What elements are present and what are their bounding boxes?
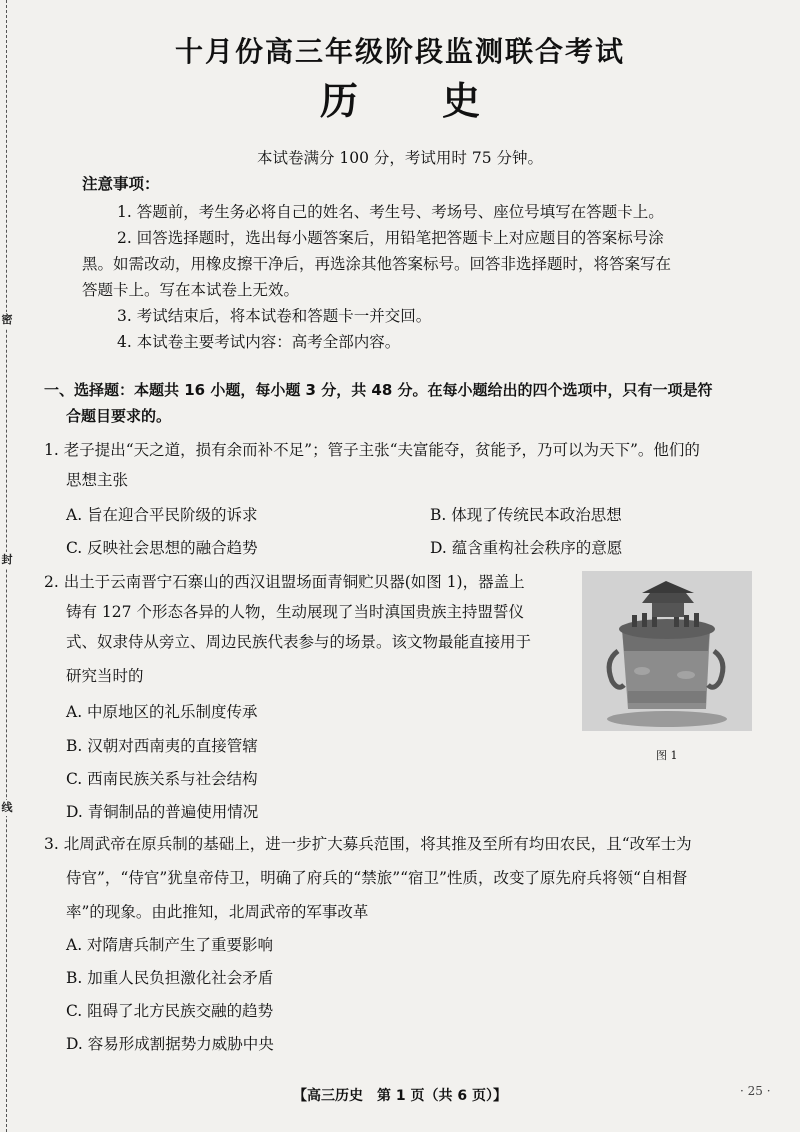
figure-caption: 图 1 [656, 749, 678, 762]
q2-stem: 2. 出土于云南晋宁石寨山的西汉诅盟场面青铜贮贝器(如图 1)，器盖上 [44, 573, 525, 591]
notes-heading: 注意事项： [82, 175, 160, 193]
q3-stem-cont: 率”的现象。由此推知，北周武帝的军事改革 [66, 903, 369, 921]
q2-stem-cont: 式、奴隶侍从旁立、周边民族代表参与的场景。该文物最能直接用于 [66, 633, 532, 651]
q2-stem-cont: 铸有 127 个形态各异的人物，生动展现了当时滇国贵族主持盟誓仪 [66, 603, 524, 621]
binding-mark-seal-2: 封 [1, 553, 13, 566]
q2-option-c: C. 西南民族关系与社会结构 [66, 770, 258, 788]
notes-line: 4. 本试卷主要考试内容：高考全部内容。 [117, 333, 401, 351]
q1-option-a: A. 旨在迎合平民阶级的诉求 [66, 506, 258, 524]
page-footer: 【高三历史 第 1 页（共 6 页）】 [293, 1088, 507, 1104]
notes-line: 3. 考试结束后，将本试卷和答题卡一并交回。 [117, 307, 432, 325]
q2-option-b: B. 汉朝对西南夷的直接管辖 [66, 737, 258, 755]
section-heading: 一、选择题：本题共 16 小题，每小题 3 分，共 48 分。在每小题给出的四个选项中，只有一项是符 [44, 381, 713, 399]
q1-stem-cont: 思想主张 [66, 471, 129, 489]
q3-option-b: B. 加重人民负担激化社会矛盾 [66, 969, 274, 987]
notes-line: 2. 回答选择题时，选出每小题答案后，用铅笔把答题卡上对应题目的答案标号涂 [117, 229, 664, 247]
q1-option-c: C. 反映社会思想的融合趋势 [66, 539, 258, 557]
section-heading-cont: 合题目要求的。 [66, 407, 172, 425]
corner-code: · 25 · [740, 1084, 771, 1098]
bronze-container-figure [582, 571, 752, 731]
subject-char-1: 历 [319, 79, 358, 123]
notes-line: 1. 答题前，考生务必将自己的姓名、考生号、考场号、座位号填写在答题卡上。 [117, 203, 664, 221]
q3-option-d: D. 容易形成割据势力威胁中央 [66, 1035, 274, 1053]
binding-mark-line: 线 [1, 801, 13, 814]
q3-stem: 3. 北周武帝在原兵制的基础上，进一步扩大募兵范围，将其推及至所有均田农民，且“改军士为 [44, 835, 692, 853]
subject-char-2: 史 [442, 79, 481, 123]
q2-stem-cont: 研究当时的 [66, 667, 144, 685]
q1-option-d: D. 蕴含重构社会秩序的意愿 [430, 539, 623, 557]
notes-line: 答题卡上。写在本试卷上无效。 [82, 281, 300, 299]
q3-stem-cont: 侍官”，“侍官”犹皇帝侍卫，明确了府兵的“禁旅”“宿卫”性质，改变了原先府兵将领“自相督 [66, 869, 688, 887]
q2-option-a: A. 中原地区的礼乐制度传承 [66, 703, 258, 721]
exam-info: 本试卷满分 100 分，考试用时 75 分钟。 [256, 149, 544, 167]
notes-line: 黑。如需改动，用橡皮擦干净后，再选涂其他答案标号。回答非选择题时，将答案写在 [82, 255, 672, 273]
q3-option-c: C. 阻碍了北方民族交融的趋势 [66, 1002, 274, 1020]
q1-option-b: B. 体现了传统民本政治思想 [430, 506, 622, 524]
binding-mark-seal: 密 [1, 313, 13, 326]
q3-option-a: A. 对隋唐兵制产生了重要影响 [66, 936, 274, 954]
q1-stem: 1. 老子提出“天之道，损有余而补不足”；管子主张“夫富能夺，贫能予，乃可以为天下”。他们的 [44, 441, 700, 459]
q2-option-d: D. 青铜制品的普遍使用情况 [66, 803, 259, 821]
subject-title [0, 70, 800, 125]
exam-title: 十月份高三年级阶段监测联合考试 [174, 35, 625, 68]
bronze-container-drawing [582, 571, 752, 731]
